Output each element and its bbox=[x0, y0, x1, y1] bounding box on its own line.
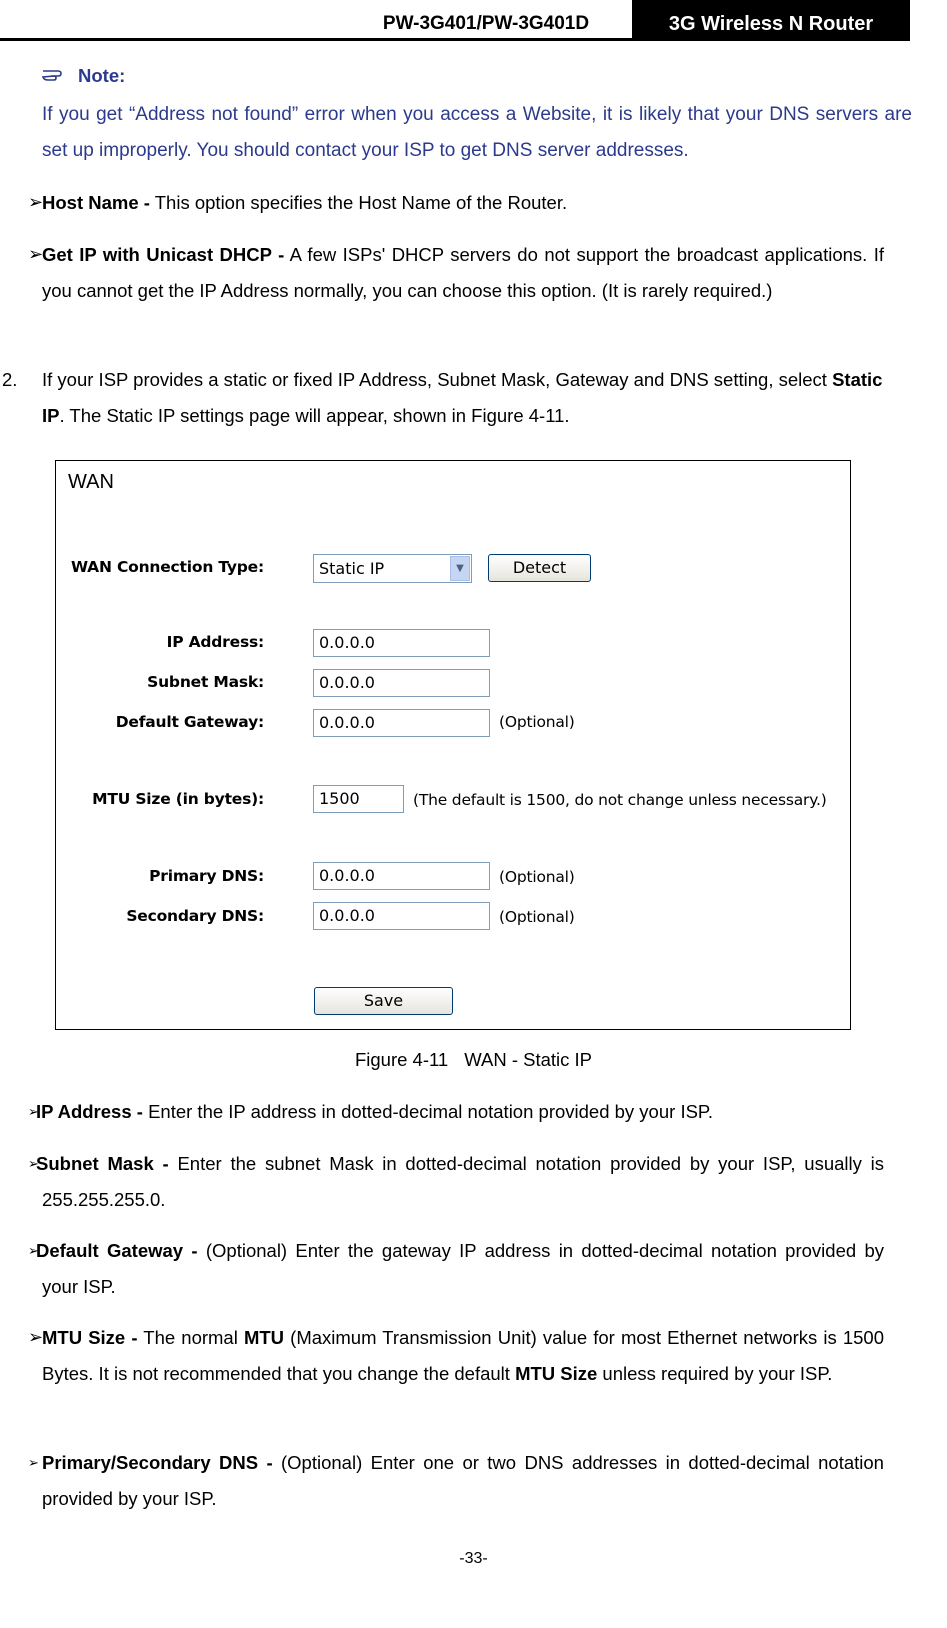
primary-dns-label: Primary DNS: bbox=[149, 867, 264, 885]
item-term: Host Name - bbox=[42, 192, 150, 213]
item-term: IP Address - bbox=[36, 1101, 143, 1122]
primary-dns-optional-hint: (Optional) bbox=[499, 868, 575, 886]
item-term: Default Gateway - bbox=[36, 1240, 198, 1261]
item-text: (Optional) Enter the gateway IP address in dotted-decimal notation provided by your ISP. bbox=[42, 1240, 884, 1297]
item-text: (Maximum Transmission Unit) value for most Ethernet networks is 1500 Bytes. It is not recommended that you change the default bbox=[42, 1327, 885, 1384]
step-text-after: . The Static IP settings page will appear, shown in Figure 4-11. bbox=[59, 405, 570, 426]
subnet-mask-label: Subnet Mask: bbox=[147, 673, 264, 691]
mtu-size-label: MTU Size (in bytes): bbox=[92, 790, 264, 808]
step-2-text bbox=[42, 362, 884, 434]
item-term: Get IP with Unicast DHCP - bbox=[42, 244, 285, 265]
mtu-size-input[interactable]: 1500 bbox=[313, 785, 404, 813]
step-text-bold: Static IP bbox=[42, 369, 883, 426]
header-rule bbox=[0, 38, 910, 41]
page-number: -33- bbox=[459, 1550, 488, 1567]
ip-address-input[interactable]: 0.0.0.0 bbox=[313, 629, 490, 657]
step-number: 2. bbox=[2, 369, 18, 390]
caption-number: Figure 4-11 bbox=[354, 1049, 449, 1070]
item-text: A few ISPs' DHCP servers do not support the broadcast applications. If you cannot get the IP Address normally, you can choose this option. (It is rarely required.) bbox=[42, 244, 885, 301]
item-bold: MTU bbox=[243, 1327, 285, 1348]
chevron-down-icon[interactable]: ▼ bbox=[450, 556, 470, 581]
ip-address-label: IP Address: bbox=[166, 633, 264, 651]
note-body: If you get “Address not found” error when you access a Website, it is likely that your DNS servers are set up improperly. You should contact your ISP to get DNS server addresses. bbox=[42, 104, 912, 161]
item-default-gateway bbox=[36, 1233, 884, 1305]
secondary-dns-label: Secondary DNS: bbox=[126, 907, 264, 925]
figure-caption bbox=[0, 1045, 947, 1075]
bullet-arrow-icon: ➢ bbox=[28, 1327, 44, 1347]
detect-button[interactable]: Detect bbox=[488, 554, 591, 582]
default-gateway-label: Default Gateway: bbox=[115, 713, 264, 731]
item-unicast-dhcp bbox=[42, 237, 884, 309]
bullet-arrow-icon: ➢ bbox=[28, 192, 44, 212]
item-ip-address bbox=[36, 1094, 884, 1130]
bullet-arrow-icon: ➢ bbox=[28, 1243, 39, 1258]
item-bold: MTU Size bbox=[515, 1363, 598, 1384]
primary-dns-input[interactable]: 0.0.0.0 bbox=[313, 862, 490, 890]
note-heading bbox=[42, 58, 125, 93]
mtu-hint: (The default is 1500, do not change unless necessary.) bbox=[413, 791, 827, 809]
header-product-tab: 3G Wireless N Router bbox=[632, 0, 910, 41]
item-host-name bbox=[42, 185, 884, 221]
figure-title: WAN bbox=[68, 471, 114, 493]
wan-connection-type-label: WAN Connection Type: bbox=[70, 558, 264, 576]
step-text-before: If your ISP provides a static or fixed IP Address, Subnet Mask, Gateway and DNS setting, select bbox=[42, 369, 833, 390]
bullet-arrow-icon: ➢ bbox=[28, 1104, 39, 1119]
item-text: Enter the subnet Mask in dotted-decimal notation provided by your ISP, usually is 255.255.255.0. bbox=[42, 1153, 884, 1210]
item-dns bbox=[42, 1445, 884, 1517]
item-term: Subnet Mask - bbox=[36, 1153, 169, 1174]
subnet-mask-input[interactable]: 0.0.0.0 bbox=[313, 669, 490, 697]
bullet-arrow-icon: ➢ bbox=[28, 244, 44, 264]
secondary-dns-input[interactable]: 0.0.0.0 bbox=[313, 902, 490, 930]
item-text: This option specifies the Host Name of the Router. bbox=[149, 192, 568, 213]
item-text: The normal bbox=[137, 1327, 244, 1348]
item-text: (Optional) Enter one or two DNS addresses in dotted-decimal notation provided by your ISP. bbox=[42, 1452, 884, 1509]
secondary-dns-optional-hint: (Optional) bbox=[499, 908, 575, 926]
connection-type-value: Static IP bbox=[319, 559, 385, 578]
bullet-arrow-icon: ➢ bbox=[28, 1156, 39, 1171]
item-term: Primary/Secondary DNS - bbox=[42, 1452, 273, 1473]
gateway-optional-hint: (Optional) bbox=[499, 713, 575, 731]
save-button[interactable]: Save bbox=[314, 987, 453, 1015]
item-subnet-mask bbox=[36, 1146, 884, 1218]
item-mtu-size bbox=[42, 1320, 884, 1392]
bullet-arrow-icon: ➢ bbox=[28, 1455, 39, 1470]
item-term: MTU Size - bbox=[42, 1327, 138, 1348]
default-gateway-input[interactable]: 0.0.0.0 bbox=[313, 709, 490, 737]
item-text: unless required by your ISP. bbox=[597, 1363, 833, 1384]
item-text: Enter the IP address in dotted-decimal notation provided by your ISP. bbox=[142, 1101, 714, 1122]
wan-connection-type-select[interactable] bbox=[313, 554, 472, 583]
caption-title: WAN - Static IP bbox=[464, 1049, 593, 1070]
header-model: PW-3G401/PW-3G401D bbox=[382, 13, 590, 34]
note-title: Note: bbox=[78, 65, 126, 86]
wan-settings-figure bbox=[55, 460, 851, 1030]
pointing-hand-icon bbox=[42, 58, 70, 93]
